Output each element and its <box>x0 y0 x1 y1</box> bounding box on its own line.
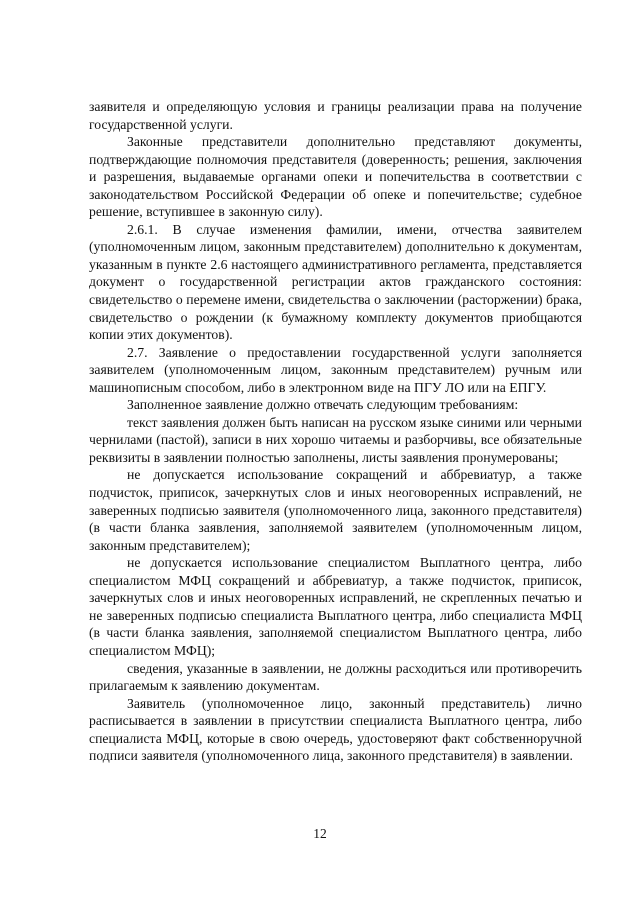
document-body <box>89 98 582 765</box>
paragraph-continuation: заявителя и определяющую условия и границы реализации права на получение государственной услуги. <box>89 99 582 132</box>
page-number: 12 <box>313 826 327 841</box>
paragraph-2-7: 2.7. Заявление о предоставлении государственной услуги заполняется заявителем (уполномоченным лицом, законным представителем) ручным или машинописным способом, либо в электронном виде на ПГУ ЛО или на ЕПГУ. <box>89 344 582 395</box>
paragraph-legal-representatives: Законные представители дополнительно представляют документы, подтверждающие полномочия представителя (доверенность; решения, заключения и разрешения, выдаваемые органами опеки и попечительства в соответствии с законодательством Российской Федерации об опеке и попечительстве; судебное решение, вступившее в законную силу). <box>89 134 582 220</box>
paragraph-requirements-intro: Заполненное заявление должно отвечать следующим требованиям: <box>127 397 519 413</box>
paragraph-applicant-signature: Заявитель (уполномоченное лицо, законный представитель) лично расписывается в заявлении в присутствии специалиста Выплатного центра, либо специалиста МФЦ, которые в свою очередь, удостоверяют факт собственноручной подписи заявителя (уполномоченного лица, законного представителя) в заявлении. <box>89 695 582 764</box>
paragraph-requirement-specialist: не допускается использование специалистом Выплатного центра, либо специалистом МФЦ сокращений и аббревиатур, а также подчисток, приписок, зачеркнутых слов и иных неоговоренных исправлений, не скрепленных печатью и не заверенных подписью специалиста Выплатного центра, либо специалиста МФЦ (в части бланка заявления, заполняемой специалистом Выплатного центра, либо специалистом МФЦ); <box>89 555 582 658</box>
paragraph-requirement-consistency: сведения, указанные в заявлении, не должны расходиться или противоречить прилагаемым к заявлению документам. <box>89 660 582 694</box>
paragraph-requirement-no-abbreviations: не допускается использование сокращений и аббревиатур, а также подчисток, приписок, зачеркнутых слов и иных неоговоренных исправлений, не заверенных подписью заявителя (уполномоченного лица, законного представителя) (в части бланка заявления, заполняемой заявителем (уполномоченным лицом, законным представителем); <box>89 467 582 553</box>
paragraph-2-6-1: 2.6.1. В случае изменения фамилии, имени, отчества заявителем (уполномоченным лицом, законным представителем) дополнительно к документам, указанным в пункте 2.6 настоящего административного регламента, представляется документ о государственной регистрации актов гражданского состояния: свидетельство о перемене имени, свидетельства о заключении (расторжении) брака, свидетельство о рождении (к бумажному комплекту документов приобщаются копии этих документов). <box>89 221 582 343</box>
paragraph-requirement-text: текст заявления должен быть написан на русском языке синими или черными чернилами (пастой), записи в них хорошо читаемы и разборчивы, все обязательные реквизиты в заявлении полностью заполнены, листы заявления пронумерованы; <box>89 414 582 465</box>
